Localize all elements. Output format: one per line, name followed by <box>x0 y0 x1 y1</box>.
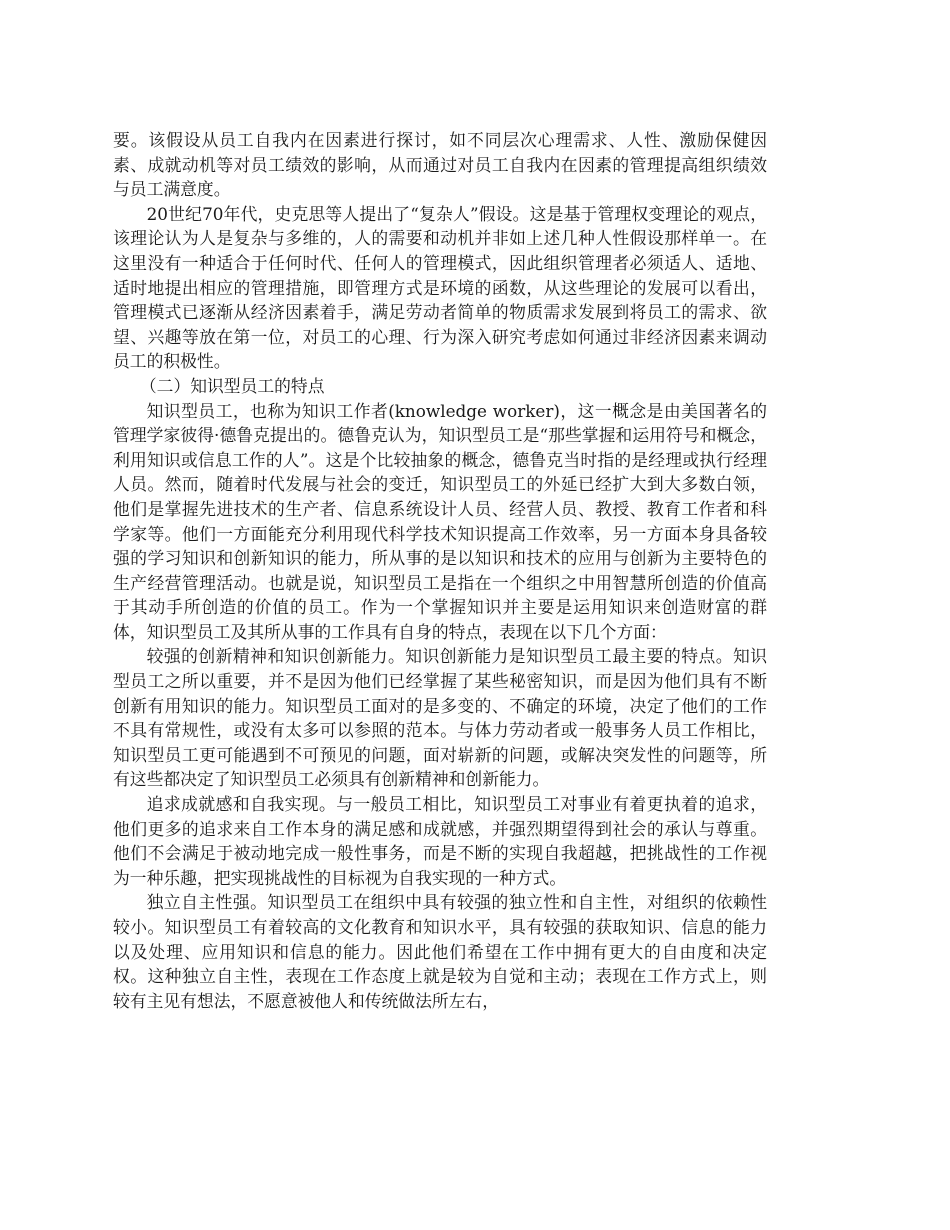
paragraph-innovation: 较强的创新精神和知识创新能力。知识创新能力是知识型员工最主要的特点。知识型员工之所以重要，并不是因为他们已经掌握了某些秘密知识，而是因为他们具有不断创新有用知识的能力。知识型员工面对的是多变的、不确定的环境，决定了他们的工作不具有常规性，或没有太多可以参照的范本。与体力劳动者或一般事务人员工作相比，知识型员工更可能遇到不可预见的问题，面对崭新的问题，或解决突发性的问题等，所有这些都决定了知识型员工必须具有创新精神和创新能力。 <box>113 646 767 790</box>
paragraph-autonomy: 独立自主性强。知识型员工在组织中具有较强的独立性和自主性，对组织的依赖性较小。知识型员工有着较高的文化教育和知识水平，具有较强的获取知识、信息的能力以及处理、应用知识和信息的能力。因此他们希望在工作中拥有更大的自由度和决定权。这种独立自主性，表现在工作态度上就是较为自觉和主动；表现在工作方式上，则较有主见有想法，不愿意被他人和传统做法所左右， <box>113 892 767 1011</box>
paragraph-continued: 要。该假设从员工自我内在因素进行探讨，如不同层次心理需求、人性、激励保健因素、成就动机等对员工绩效的影响，从而通过对员工自我内在因素的管理提高组织绩效与员工满意度。 <box>113 130 767 200</box>
paragraph-knowledge-worker: 知识型员工，也称为知识工作者(knowledge worker)，这一概念是由美国著名的管理学家彼得·德鲁克提出的。德鲁克认为，知识型员工是“那些掌握和运用符号和概念，利用知识或信息工作的人”。这是个比较抽象的概念，德鲁克当时指的是经理或执行经理人员。然而，随着时代发展与社会的变迁，知识型员工的外延已经扩大到大多数白领，他们是掌握先进技术的生产者、信息系统设计人员、经营人员、教授、教育工作者和科学家等。他们一方面能充分利用现代科学技术知识提高工作效率，另一方面本身具备较强的学习知识和创新知识的能力，所从事的是以知识和技术的应用与创新为主要特色的生产经营管理活动。也就是说，知识型员工是指在一个组织之中用智慧所创造的价值高于其动手所创造的价值的员工。作为一个掌握知识并主要是运用知识来创造财富的群体，知识型员工及其所从事的工作具有自身的特点，表现在以下几个方面： <box>113 400 767 642</box>
section-heading: （二）知识型员工的特点 <box>139 375 325 396</box>
paragraph-complex-man: 20世纪70年代，史克思等人提出了“复杂人”假设。这是基于管理权变理论的观点，该理论认为人是复杂与多维的，人的需要和动机并非如上述几种人性假设那样单一。在这里没有一种适合于任何时代、任何人的管理模式，因此组织管理者必须适人、适地、适时地提出相应的管理措施，即管理方式是环境的函数，从这些理论的发展可以看出，管理模式已逐渐从经济因素着手，满足劳动者简单的物质需求发展到将员工的需求、欲望、兴趣等放在第一位，对员工的心理、行为深入研究考虑如何通过非经济因素来调动员工的积极性。 <box>113 203 767 372</box>
paragraph-achievement: 追求成就感和自我实现。与一般员工相比，知识型员工对事业有着更执着的追求，他们更多的追求来自工作本身的满足感和成就感，并强烈期望得到社会的承认与尊重。他们不会满足于被动地完成一般性事务，而是不断的实现自我超越，把挑战性的工作视为一种乐趣，把实现挑战性的目标视为自我实现的一种方式。 <box>113 794 767 888</box>
document-body <box>113 128 767 1013</box>
